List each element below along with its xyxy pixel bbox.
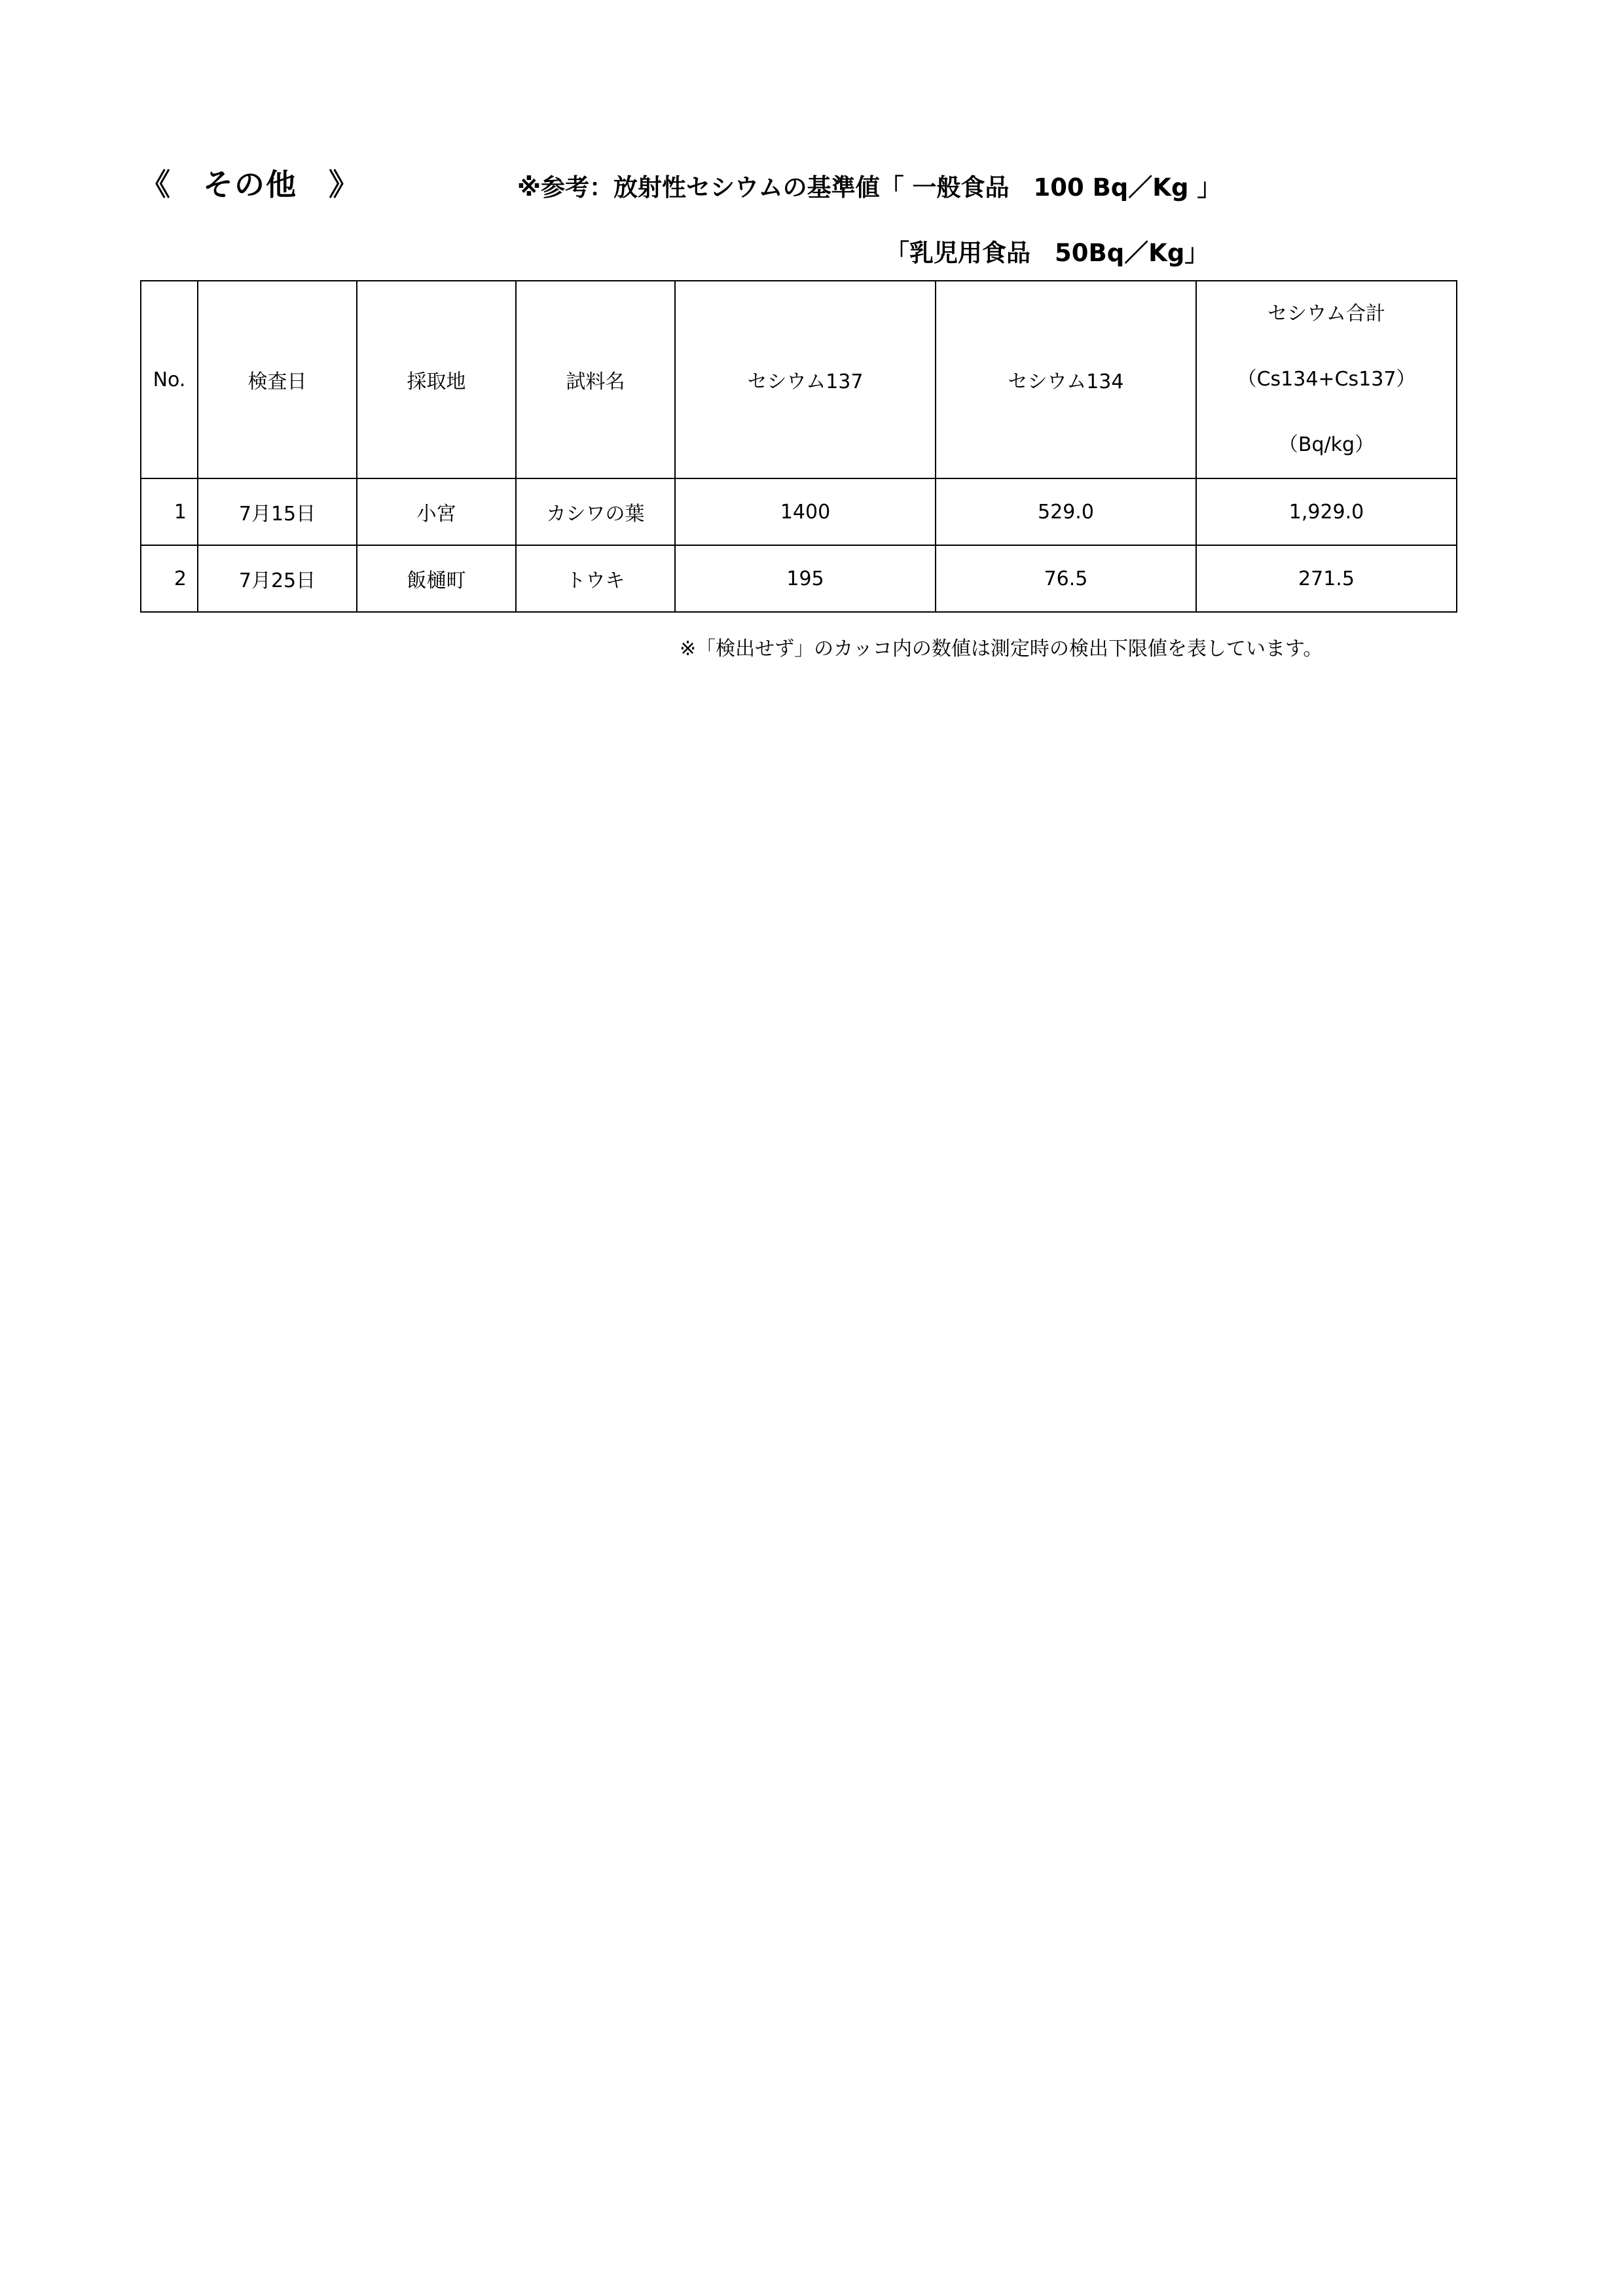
table-row xyxy=(141,478,1457,545)
header-total-formula: （Cs134+Cs137） xyxy=(1237,368,1416,391)
header-cs134: セシウム134 xyxy=(936,281,1196,478)
table-row xyxy=(141,545,1457,612)
cell-cs137: 195 xyxy=(675,545,936,612)
cell-date: 7月25日 xyxy=(198,545,357,612)
cell-total: 271.5 xyxy=(1196,545,1457,612)
table-header-row xyxy=(141,281,1457,478)
header-total-unit: （Bq/kg） xyxy=(1278,433,1375,456)
reference-standard-infant: 「乳児用食品 50Bq／Kg」 xyxy=(885,239,1209,267)
page-title: 《 その他 》 xyxy=(140,167,360,202)
cell-cs137: 1400 xyxy=(675,478,936,545)
footnote: ※「検出せず」のカッコ内の数値は測定時の検出下限値を表しています。 xyxy=(680,637,1323,660)
cell-cs134: 76.5 xyxy=(936,545,1196,612)
cell-total: 1,929.0 xyxy=(1196,478,1457,545)
header-sample: 試料名 xyxy=(516,281,675,478)
cell-date: 7月15日 xyxy=(198,478,357,545)
cell-sample: トウキ xyxy=(516,545,675,612)
results-table xyxy=(140,280,1457,613)
reference-standard-general: ※参考：放射性セシウムの基準値「 一般食品 100 Bq／Kg 」 xyxy=(517,173,1222,202)
cell-no: 1 xyxy=(141,478,198,545)
cell-location: 飯樋町 xyxy=(357,545,516,612)
cell-location: 小宮 xyxy=(357,478,516,545)
header-date: 検査日 xyxy=(198,281,357,478)
header-total-title: セシウム合計 xyxy=(1267,302,1385,325)
header-total xyxy=(1196,281,1457,478)
header-location: 採取地 xyxy=(357,281,516,478)
cell-sample: カシワの葉 xyxy=(516,478,675,545)
header-no: No. xyxy=(141,281,198,478)
cell-cs134: 529.0 xyxy=(936,478,1196,545)
cell-no: 2 xyxy=(141,545,198,612)
header-cs137: セシウム137 xyxy=(675,281,936,478)
